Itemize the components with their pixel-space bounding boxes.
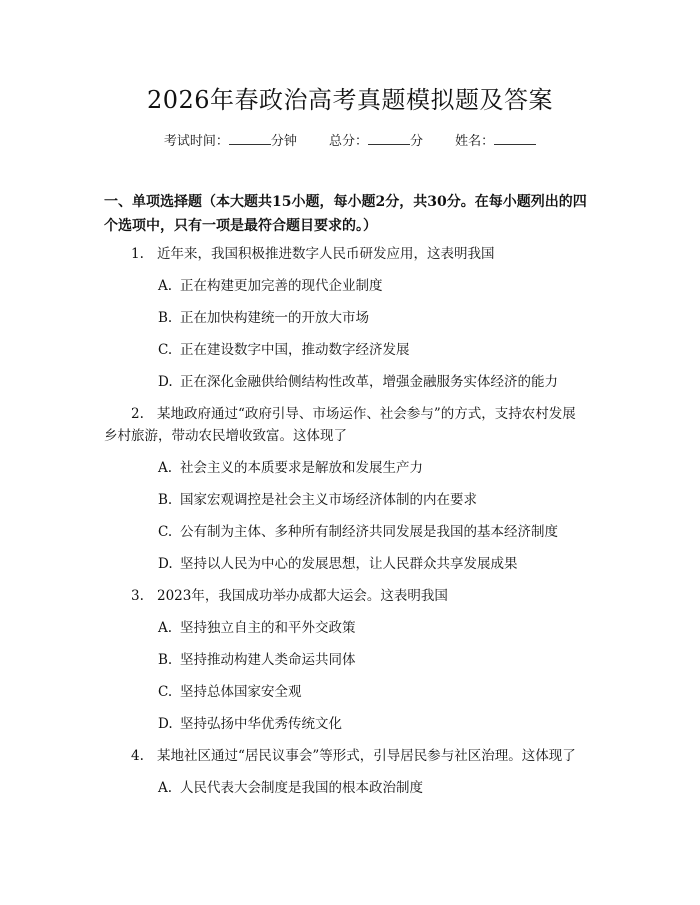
option: [158, 554, 518, 574]
page-title: 2026年春政治高考真题模拟题及答案: [146, 86, 554, 114]
name-field: [455, 132, 536, 151]
question-stem-continued: 乡村旅游，带动农民增收致富。这体现了: [104, 428, 347, 444]
score-label: 总分：: [328, 134, 368, 149]
option-text: 正在构建更加完善的现代企业制度: [180, 278, 383, 294]
option: [158, 778, 423, 798]
option-label: D.: [158, 716, 173, 732]
question-number: 2.: [131, 406, 144, 422]
option-label: C.: [158, 342, 173, 358]
name-blank: [494, 132, 536, 145]
option-text: 社会主义的本质要求是解放和发展生产力: [180, 460, 423, 476]
option-text: 国家宏观调控是社会主义市场经济体制的内在要求: [180, 492, 477, 508]
option-label: A.: [158, 620, 173, 636]
question-text: 某地社区通过“居民议事会”等形式，引导居民参与社区治理。这体现了: [157, 748, 576, 764]
option-text: 坚持独立自主的和平外交政策: [180, 620, 356, 636]
option-text: 公有制为主体、多种所有制经济共同发展是我国的基本经济制度: [180, 524, 558, 540]
time-field: [164, 132, 297, 151]
option: [158, 276, 383, 296]
option-label: A.: [158, 278, 173, 294]
option: [158, 372, 558, 392]
option-text: 坚持以人民为中心的发展思想，让人民群众共享发展成果: [180, 556, 518, 572]
option: [158, 490, 477, 510]
option: [158, 522, 558, 542]
time-unit: 分钟: [270, 134, 297, 149]
option-label: A.: [158, 780, 173, 796]
question-stem: [131, 746, 576, 766]
option: [158, 308, 369, 328]
question-text: 某地政府通过“政府引导、市场运作、社会参与”的方式，支持农村发展: [157, 406, 576, 422]
section-heading: 一、单项选择题（本大题共15小题，每小题2分，共30分。在每小题列出的四个选项中，只有一项是最符合题目要求的。）: [104, 194, 587, 234]
option-label: C.: [158, 524, 173, 540]
option-text: 正在加快构建统一的开放大市场: [180, 310, 369, 326]
option-text: 正在深化金融供给侧结构性改革，增强金融服务实体经济的能力: [180, 374, 558, 390]
exam-info-line: [0, 132, 700, 151]
question-number: 1.: [131, 246, 144, 262]
option-label: B.: [158, 310, 173, 326]
question-text: 近年来，我国积极推进数字人民币研发应用，这表明我国: [157, 246, 495, 262]
question-number: 4.: [131, 748, 144, 764]
time-label: 考试时间：: [163, 134, 229, 149]
option: [158, 714, 342, 734]
question-stem: [131, 586, 448, 606]
option: [158, 458, 423, 478]
option-label: B.: [158, 492, 173, 508]
name-label: 姓名：: [455, 134, 495, 149]
question-stem: [131, 244, 495, 264]
option-label: D.: [158, 556, 173, 572]
option-label: A.: [158, 460, 173, 476]
option-label: B.: [158, 652, 173, 668]
option-text: 人民代表大会制度是我国的根本政治制度: [180, 780, 423, 796]
time-blank: [229, 132, 271, 145]
score-field: [329, 132, 423, 151]
score-blank: [368, 132, 410, 145]
question-number: 3.: [131, 588, 144, 604]
option-text: 坚持总体国家安全观: [180, 684, 302, 700]
option: [158, 618, 356, 638]
option-label: D.: [158, 374, 173, 390]
option-text: 坚持推动构建人类命运共同体: [180, 652, 356, 668]
question-text: 2023年，我国成功举办成都大运会。这表明我国: [157, 588, 448, 604]
question-stem: [131, 404, 576, 424]
option-text: 坚持弘扬中华优秀传统文化: [180, 716, 342, 732]
option-text: 正在建设数字中国，推动数字经济发展: [180, 342, 410, 358]
score-unit: 分: [410, 134, 424, 149]
option: [158, 340, 410, 360]
option-label: C.: [158, 684, 173, 700]
option: [158, 650, 356, 670]
option: [158, 682, 302, 702]
